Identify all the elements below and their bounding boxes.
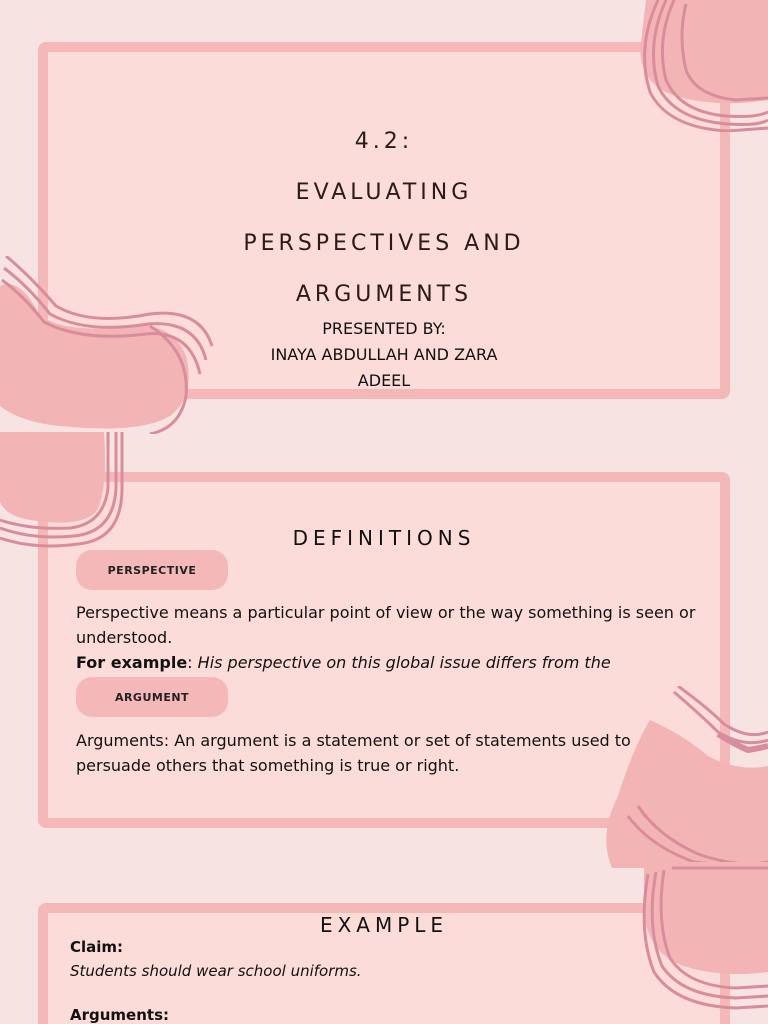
argument-definition: Arguments: An argument is a statement or set of statements used to persuade others that something is true or right. bbox=[76, 731, 631, 775]
decor-left-rings-shape bbox=[0, 432, 124, 552]
claim-text: Students should wear school uniforms. bbox=[70, 962, 362, 980]
perspective-pill: PERSPECTIVE bbox=[76, 550, 228, 590]
decor-bottom-right-shape bbox=[636, 862, 768, 1024]
title-line-1: EVALUATING bbox=[295, 180, 473, 205]
presented-by-label: PRESENTED BY: bbox=[322, 319, 446, 338]
claim-label: Claim: bbox=[70, 938, 124, 956]
decor-left-wave-shape bbox=[0, 256, 216, 434]
perspective-definition bbox=[76, 600, 700, 675]
perspective-text: Perspective means a particular point of view or the way something is seen or understood. bbox=[76, 603, 696, 647]
example-sep: : bbox=[187, 653, 198, 672]
arguments-label: Arguments: bbox=[70, 1006, 170, 1024]
decor-top-right-shape bbox=[636, 0, 768, 132]
presenters-line-2: ADEEL bbox=[357, 371, 411, 390]
definitions-heading: DEFINITIONS bbox=[292, 526, 476, 550]
argument-pill: ARGUMENT bbox=[76, 677, 228, 717]
perspective-example bbox=[76, 650, 700, 675]
title-line-2: PERSPECTIVES AND bbox=[243, 231, 525, 256]
example-heading: EXAMPLE bbox=[319, 913, 449, 937]
example-label: For example bbox=[76, 653, 188, 672]
title-number: 4.2: bbox=[354, 129, 414, 154]
example-card bbox=[38, 903, 730, 1024]
example-text: His perspective on this global issue differs from the bbox=[197, 653, 611, 672]
title-line-3: ARGUMENTS bbox=[295, 282, 473, 307]
presenters-line-1: INAYA ABDULLAH AND ZARA bbox=[270, 345, 498, 364]
decor-right-wave-shape bbox=[598, 686, 768, 868]
